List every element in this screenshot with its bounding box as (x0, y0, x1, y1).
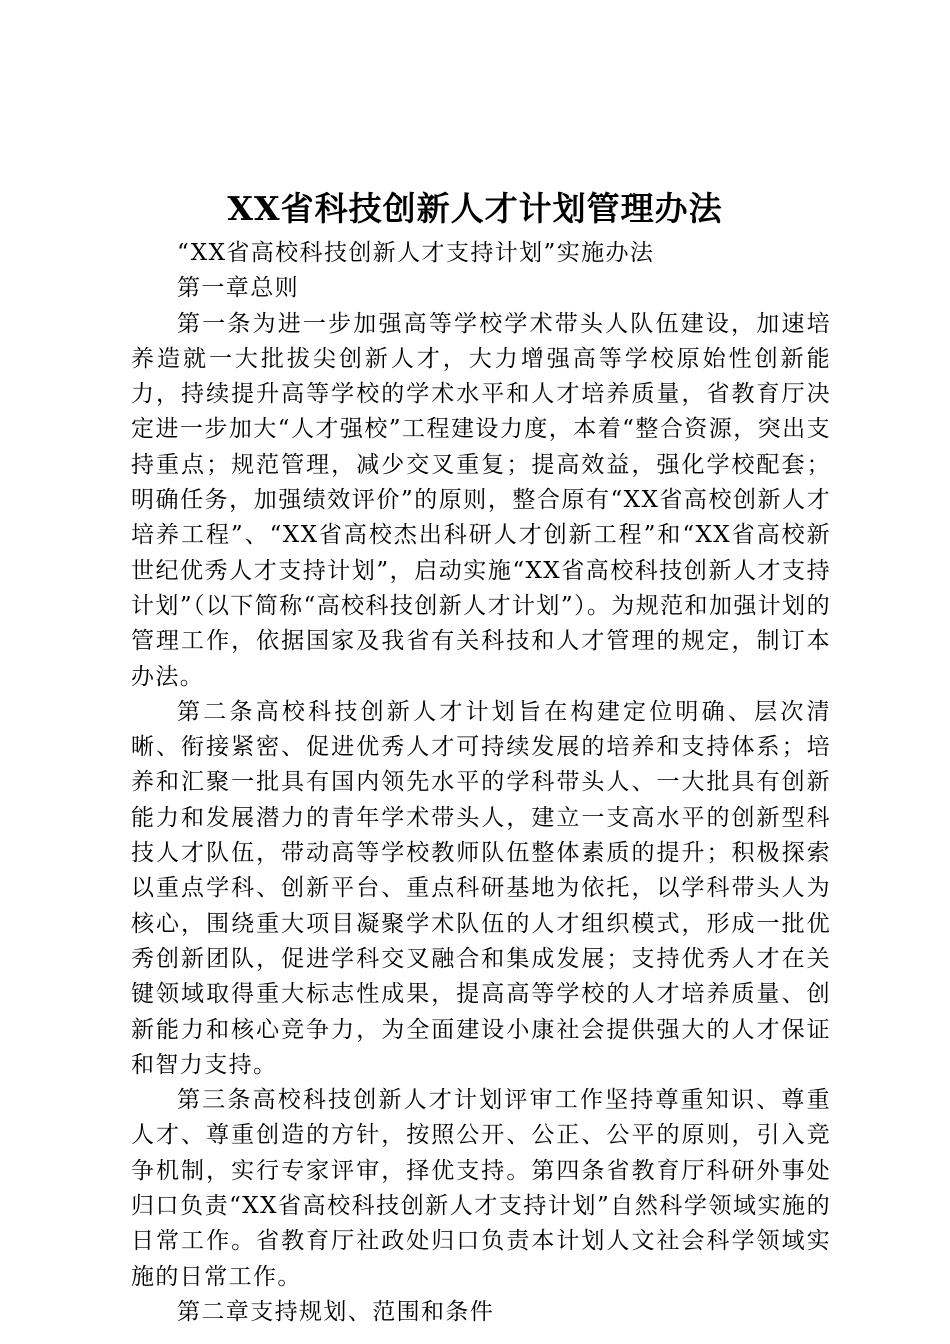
article-2-paragraph: 第二条高校科技创新人才计划旨在构建定位明确、层次清晰、衔接紧密、促进优秀人才可持续发展的培养和支持体系；培养和汇聚一批具有国内领先水平的学科带头人、一大批具有创新能力和发展潜力的青年学术带头人，建立一支高水平的创新型科技人才队伍，带动高等学校教师队伍整体素质的提升；积极探索以重点学科、创新平台、重点科研基地为依托，以学科带头人为核心，围绕重大项目凝聚学术队伍的人才组织模式，形成一批优秀创新团队，促进学科交叉融合和集成发展；支持优秀人才在关键领域取得重大标志性成果，提高高等学校的人才培养质量、创新能力和核心竞争力，为全面建设小康社会提供强大的人才保证和智力支持。 (131, 698, 831, 1078)
chapter-heading-2: 第二章支持规划、范围和条件 (177, 1298, 495, 1325)
document-body (131, 236, 831, 1330)
document-title: XX省科技创新人才计划管理办法 (227, 189, 723, 228)
document-subtitle: “XX省高校科技创新人才支持计划”实施办法 (177, 240, 655, 266)
chapter-heading-1: 第一章总则 (177, 275, 299, 302)
article-1-paragraph: 第一条为进一步加强高等学校学术带头人队伍建设，加速培养造就一大批拔尖创新人才，大力增强高等学校原始性创新能力，持续提升高等学校的学术水平和人才培养质量，省教育厅决定进一步加大“人才强校”工程建设力度，本着“整合资源，突出支持重点；规范管理，减少交叉重复；提高效益，强化学校配套；明确任务，加强绩效评价”的原则，整合原有“XX省高校创新人才培养工程”、“XX省高校杰出科研人才创新工程”和“XX省高校新世纪优秀人才支持计划”，启动实施“XX省高校科技创新人才支持计划”（以下简称“高校科技创新人才计划”）。为规范和加强计划的管理工作，依据国家及我省有关科技和人才管理的规定，制订本办法。 (131, 310, 831, 690)
article-3-paragraph: 第三条高校科技创新人才计划评审工作坚持尊重知识、尊重人才、尊重创造的方针，按照公开、公正、公平的原则，引入竞争机制，实行专家评审，择优支持。第四条省教育厅科研外事处归口负责“XX省高校科技创新人才支持计划”自然科学领域实施的日常工作。省教育厅社政处归口负责本计划人文社会科学领域实施的日常工作。 (131, 1087, 831, 1290)
